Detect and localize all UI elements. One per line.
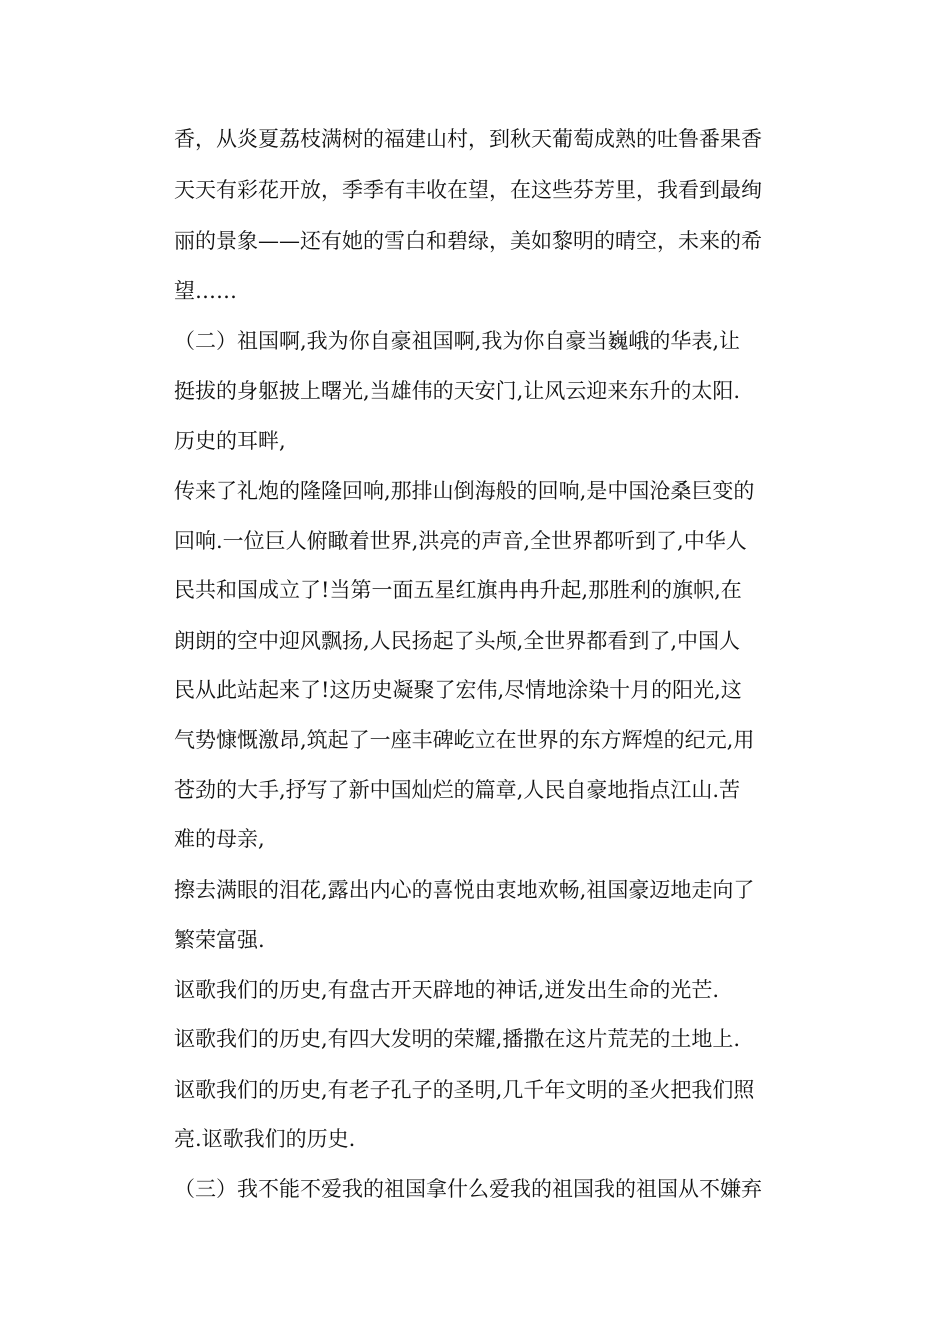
text-line: 气势慷慨激昂,筑起了一座丰碑屹立在世界的东方辉煌的纪元,用	[174, 728, 755, 752]
text-line: 讴歌我们的历史,有四大发明的荣耀,播撒在这片荒芜的土地上.	[174, 1027, 741, 1051]
text-line: 天天有彩花开放，季季有丰收在望，在这些芬芳里，我看到最绚	[174, 178, 762, 202]
text-line: 挺拔的身躯披上曙光,当雄伟的天安门,让风云迎来东升的太阳.	[174, 379, 741, 403]
text-line: 讴歌我们的历史,有老子孔子的圣明,几千年文明的圣火把我们照	[174, 1078, 755, 1102]
text-line: 朗朗的空中迎风飘扬,人民扬起了头颅,全世界都看到了,中国人	[174, 629, 741, 653]
text-line: 讴歌我们的历史,有盘古开天辟地的神话,迸发出生命的光芒.	[174, 978, 720, 1002]
text-line: 民共和国成立了!当第一面五星红旗冉冉升起,那胜利的旗帜,在	[174, 578, 742, 602]
text-line: 繁荣富强.	[174, 928, 265, 952]
text-line: 亮.讴歌我们的历史.	[174, 1127, 356, 1151]
text-line: 难的母亲,	[174, 827, 265, 851]
text-line: 历史的耳畔,	[174, 429, 286, 453]
text-line: 苍劲的大手,抒写了新中国灿烂的篇章,人民自豪地指点江山.苦	[174, 778, 741, 802]
text-line: 传来了礼炮的隆隆回响,那排山倒海般的回响,是中国沧桑巨变的	[174, 479, 755, 503]
text-line: 丽的景象——还有她的雪白和碧绿，美如黎明的晴空，未来的希	[174, 229, 762, 253]
text-line: 香，从炎夏荔枝满树的福建山村，到秋天葡萄成熟的吐鲁番果香	[174, 127, 762, 151]
text-line: 望……	[174, 279, 237, 303]
text-line: （三）我不能不爱我的祖国拿什么爱我的祖国我的祖国从不嫌弃	[174, 1177, 762, 1201]
text-line: 回响.一位巨人俯瞰着世界,洪亮的声音,全世界都听到了,中华人	[174, 529, 747, 553]
text-line: （二）祖国啊,我为你自豪祖国啊,我为你自豪当巍峨的华表,让	[174, 329, 741, 353]
text-line: 擦去满眼的泪花,露出内心的喜悦由衷地欢畅,祖国豪迈地走向了	[174, 878, 755, 902]
text-line: 民从此站起来了!这历史凝聚了宏伟,尽情地涂染十月的阳光,这	[174, 678, 742, 702]
